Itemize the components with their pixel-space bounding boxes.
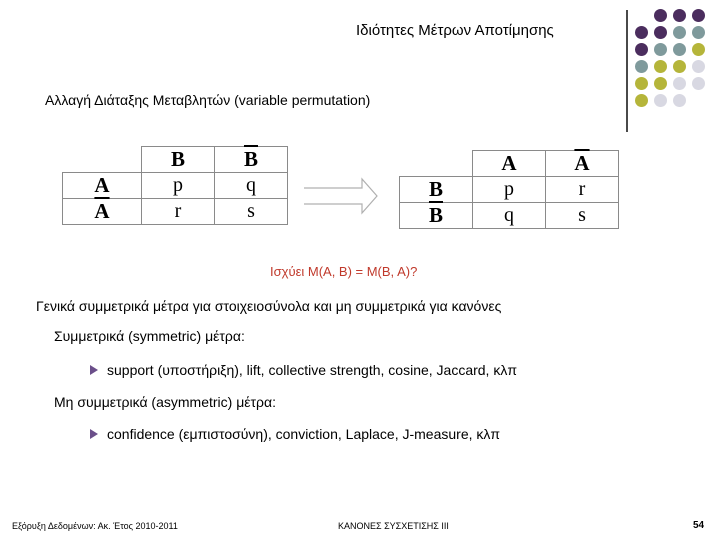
bullet-arrow-icon <box>90 365 98 375</box>
decorative-dot <box>692 26 705 39</box>
table-cell: p <box>142 173 215 199</box>
slide-subtitle: Αλλαγή Διάταξης Μεταβλητών (variable permutation) <box>45 92 371 108</box>
symmetry-question: Ισχύει M(A, B) = M(B, A)? <box>270 264 418 279</box>
table-cell: s <box>546 203 619 229</box>
decorative-dot <box>673 26 686 39</box>
decorative-dot <box>654 43 667 56</box>
decorative-dot <box>692 9 705 22</box>
decorative-dot-grid <box>635 9 715 134</box>
table-header-row <box>400 151 619 177</box>
asymmetric-list-item <box>90 426 500 442</box>
decorative-dot <box>635 60 648 73</box>
table-row <box>400 203 619 229</box>
table-cell: q <box>473 203 546 229</box>
bullet-arrow-icon <box>90 429 98 439</box>
footer-topic: ΚΑΝΟΝΕΣ ΣΥΣΧΕΤΙΣΗΣ ΙΙΙ <box>338 521 449 531</box>
page-number: 54 <box>693 520 705 531</box>
decorative-dot <box>635 26 648 39</box>
slide-title: Ιδιότητες Μέτρων Αποτίμησης <box>356 22 554 39</box>
table-corner-cell <box>63 147 142 173</box>
decorative-dot <box>692 77 705 90</box>
decorative-dot <box>654 9 667 22</box>
decorative-dot <box>635 43 648 56</box>
column-header: B <box>142 147 215 173</box>
column-header-negated: $\overline{A}$ <box>546 151 619 177</box>
table-cell: r <box>142 199 215 225</box>
asymmetric-measures-text: confidence (εμπιστοσύνη), conviction, Laplace, J-measure, κλπ <box>107 426 501 442</box>
decorative-dot <box>673 9 686 22</box>
decorative-dot <box>692 43 705 56</box>
decorative-dot <box>654 26 667 39</box>
row-header: A <box>63 173 142 199</box>
symmetric-measures-text: support (υποστήριξη), lift, collective strength, cosine, Jaccard, κλπ <box>107 362 517 378</box>
symmetric-heading: Συμμετρικά (symmetric) μέτρα: <box>54 328 245 344</box>
decorative-dot <box>673 77 686 90</box>
column-header: A <box>473 151 546 177</box>
title-divider <box>626 10 628 132</box>
table-corner-cell <box>400 151 473 177</box>
table-cell: r <box>546 177 619 203</box>
column-header-negated: $\overline{B}$ <box>215 147 288 173</box>
table-cell: p <box>473 177 546 203</box>
symmetric-list-item <box>90 362 517 378</box>
table-row <box>63 173 288 199</box>
decorative-dot <box>654 77 667 90</box>
decorative-dot <box>635 94 648 107</box>
right-arrow-icon <box>300 176 380 216</box>
decorative-dot <box>692 60 705 73</box>
asymmetric-heading: Μη συμμετρικά (asymmetric) μέτρα: <box>54 394 276 410</box>
decorative-dot <box>654 94 667 107</box>
contingency-table-ba <box>399 150 619 229</box>
decorative-dot <box>654 60 667 73</box>
table-cell: s <box>215 199 288 225</box>
table-row <box>63 199 288 225</box>
general-statement: Γενικά συμμετρικά μέτρα για στοιχειοσύνολα και μη συμμετρικά για κανόνες <box>36 298 502 314</box>
decorative-dot <box>673 94 686 107</box>
table-cell: q <box>215 173 288 199</box>
contingency-table-ab <box>62 146 288 225</box>
footer-course: Εξόρυξη Δεδομένων: Ακ. Έτος 2010-2011 <box>12 521 178 531</box>
table-header-row <box>63 147 288 173</box>
decorative-dot <box>673 43 686 56</box>
decorative-dot <box>635 77 648 90</box>
row-header: B <box>400 177 473 203</box>
table-row <box>400 177 619 203</box>
row-header-negated: $\overline{B}$ <box>400 203 473 229</box>
decorative-dot <box>673 60 686 73</box>
row-header-negated: $\overline{A}$ <box>63 199 142 225</box>
